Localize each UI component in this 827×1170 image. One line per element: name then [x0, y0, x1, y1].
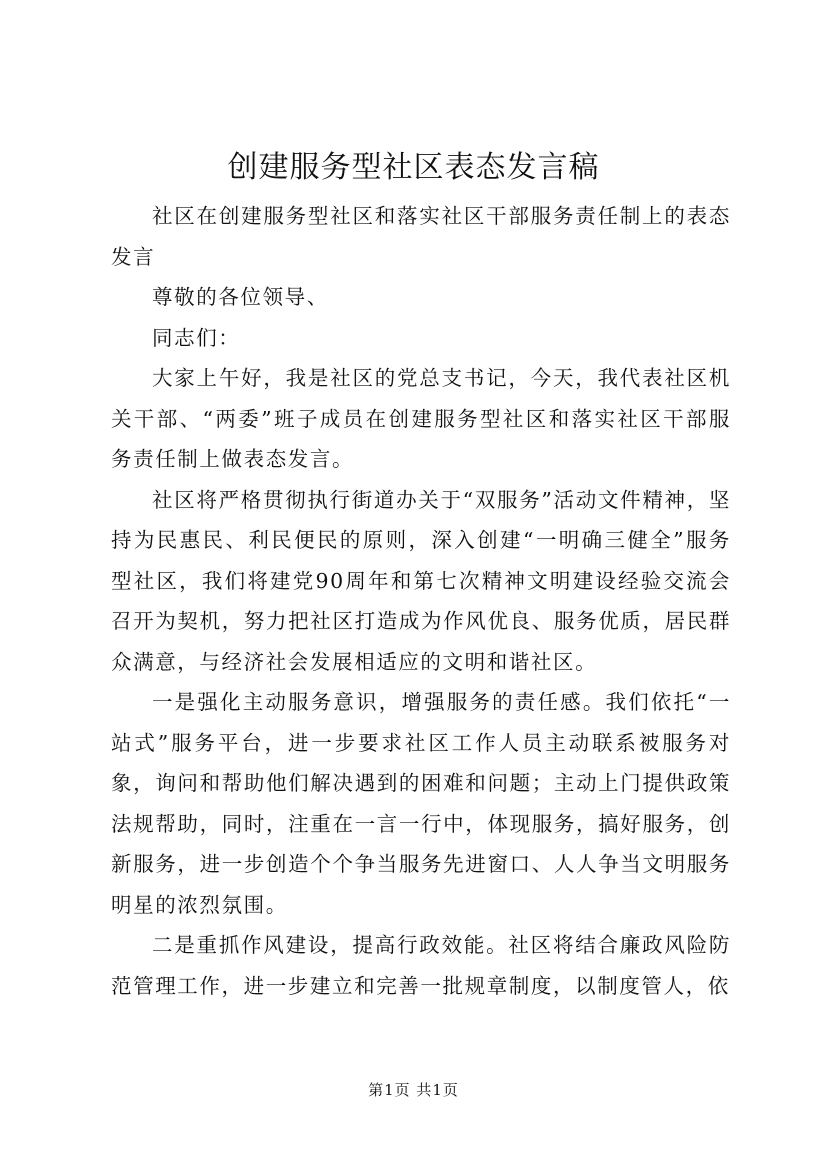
document-body — [111, 196, 731, 1006]
page-footer: 第1页 共1页 — [368, 1081, 459, 1099]
paragraph-point-two: 二是重抓作风建设，提高行政效能。社区将结合廉政风险防范管理工作，进一步建立和完善一批规章制度，以制度管人，依 — [111, 933, 731, 998]
paragraph-salutation: 尊敬的各位领导、 — [152, 285, 329, 309]
paragraph-point-one: 一是强化主动服务意识，增强服务的责任感。我们依托“一站式”服务平台，进一步要求社区工作人员主动联系被服务对象，询问和帮助他们解决遇到的困难和问题；主动上门提供政策法规帮助，同时，注重在一言一行中，体现服务，搞好服务，创新服务，进一步创造个个争当服务先进窗口、人人争当文明服务明星的浓烈氛围。 — [111, 690, 731, 917]
paragraph-commitment: 社区将严格贯彻执行街道办关于“双服务”活动文件精神，坚持为民惠民、利民便民的原则，深入创建“一明确三健全”服务型社区，我们将建党90周年和第七次精神文明建设经验交流会召开为契机，努力把社区打造成为作风优良、服务优质，居民群众满意，与经济社会发展相适应的文明和谐社区。 — [111, 487, 731, 674]
paragraph-greeting: 大家上午好，我是社区的党总支书记，今天，我代表社区机关干部、“两委”班子成员在创建服务型社区和落实社区干部服务责任制上做表态发言。 — [111, 366, 731, 471]
document-title: 创建服务型社区表态发言稿 — [227, 150, 600, 185]
paragraph-salutation-2: 同志们： — [152, 325, 241, 350]
paragraph-subtitle: 社区在创建服务型社区和落实社区干部服务责任制上的表态发言 — [111, 204, 731, 269]
